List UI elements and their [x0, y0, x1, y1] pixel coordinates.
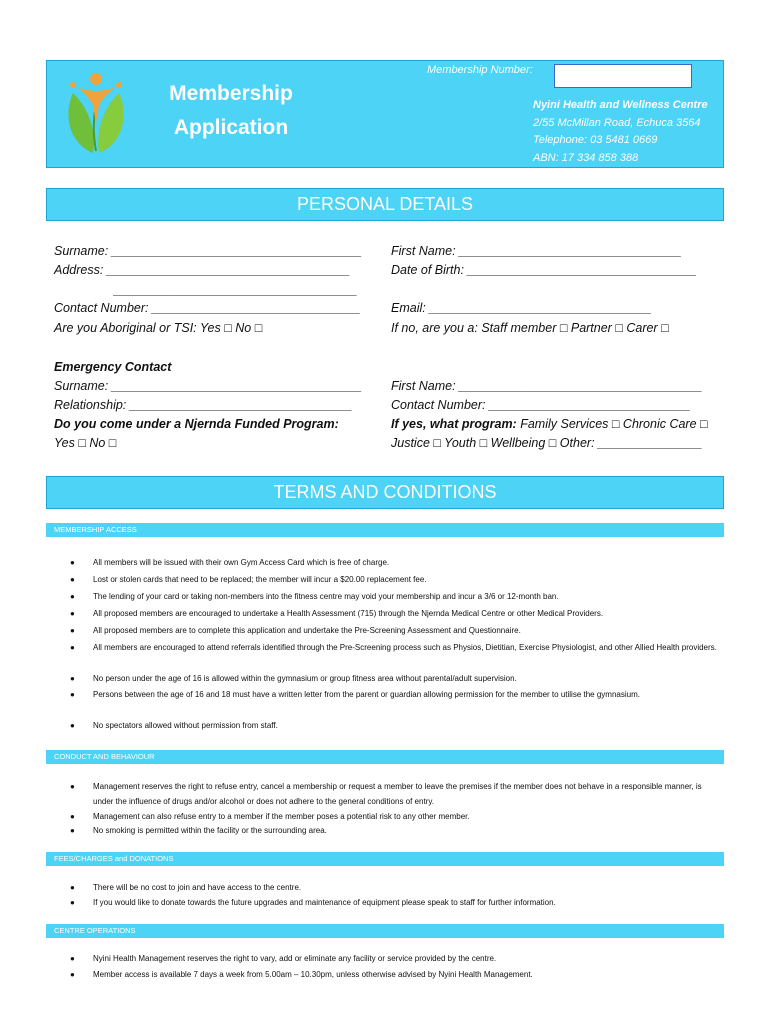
- app-title: [161, 77, 301, 145]
- org-address: 2/55 McMillan Road, Echuca 3564: [533, 116, 701, 129]
- person-leaf-logo-icon: [63, 65, 129, 157]
- program-checkboxes[interactable]: If yes, what program: Family Services □ Chronic Care □: [391, 417, 708, 431]
- address-line2-field[interactable]: ___________________________________: [114, 283, 358, 297]
- emergency-contact-number-field[interactable]: Contact Number: _____________________________: [391, 398, 691, 412]
- app-title-line1: Membership: [169, 82, 293, 105]
- staff-partner-carer-checkboxes[interactable]: If no, are you a: Staff member □ Partner □ Carer □: [391, 321, 669, 335]
- header-banner: [46, 60, 724, 168]
- org-info: [533, 97, 708, 167]
- conduct-behaviour-bar: CONDUCT AND BEHAVIOUR: [46, 750, 724, 764]
- njernda-program-question: Do you come under a Njernda Funded Program:: [54, 417, 339, 431]
- centre-operations-bar: CENTRE OPERATIONS: [46, 924, 724, 938]
- terms-heading: TERMS AND CONDITIONS: [46, 476, 724, 509]
- org-abn: ABN: 17 334 858 388: [533, 151, 639, 164]
- email-field[interactable]: Email: ________________________________: [391, 301, 652, 315]
- aboriginal-tsi-checkboxes[interactable]: Are you Aboriginal or TSI: Yes □ No □: [54, 321, 263, 335]
- membership-access-bar: MEMBERSHIP ACCESS: [46, 523, 724, 537]
- relationship-field[interactable]: Relationship: ________________________________: [54, 398, 353, 412]
- njernda-yes-no-checkboxes[interactable]: Yes □ No □: [54, 436, 117, 450]
- program-checkboxes-row2[interactable]: Justice □ Youth □ Wellbeing □ Other: _______________: [391, 436, 703, 450]
- contact-number-field[interactable]: Contact Number: ______________________________: [54, 301, 361, 315]
- first-name-field[interactable]: First Name: ________________________________: [391, 244, 682, 258]
- app-title-line2: Application: [173, 116, 289, 139]
- membership-number-label: Membership Number:: [427, 64, 533, 76]
- emergency-surname-field[interactable]: Surname: ____________________________________: [54, 379, 362, 393]
- org-telephone: Telephone: 03 5481 0669: [533, 134, 658, 146]
- fees-donations-bar: FEES/CHARGES and DONATIONS: [46, 852, 724, 866]
- address-field[interactable]: Address: ___________________________________: [54, 263, 351, 277]
- emergency-first-name-field[interactable]: First Name: ___________________________________: [391, 379, 703, 393]
- dob-field[interactable]: Date of Birth: _________________________________: [391, 263, 697, 277]
- surname-field[interactable]: Surname: ____________________________________: [54, 244, 362, 258]
- org-name: Nyini Health and Wellness Centre: [533, 99, 708, 111]
- personal-details-heading: PERSONAL DETAILS: [46, 188, 724, 221]
- membership-number-field[interactable]: [554, 64, 692, 88]
- emergency-contact-heading: Emergency Contact: [54, 360, 172, 374]
